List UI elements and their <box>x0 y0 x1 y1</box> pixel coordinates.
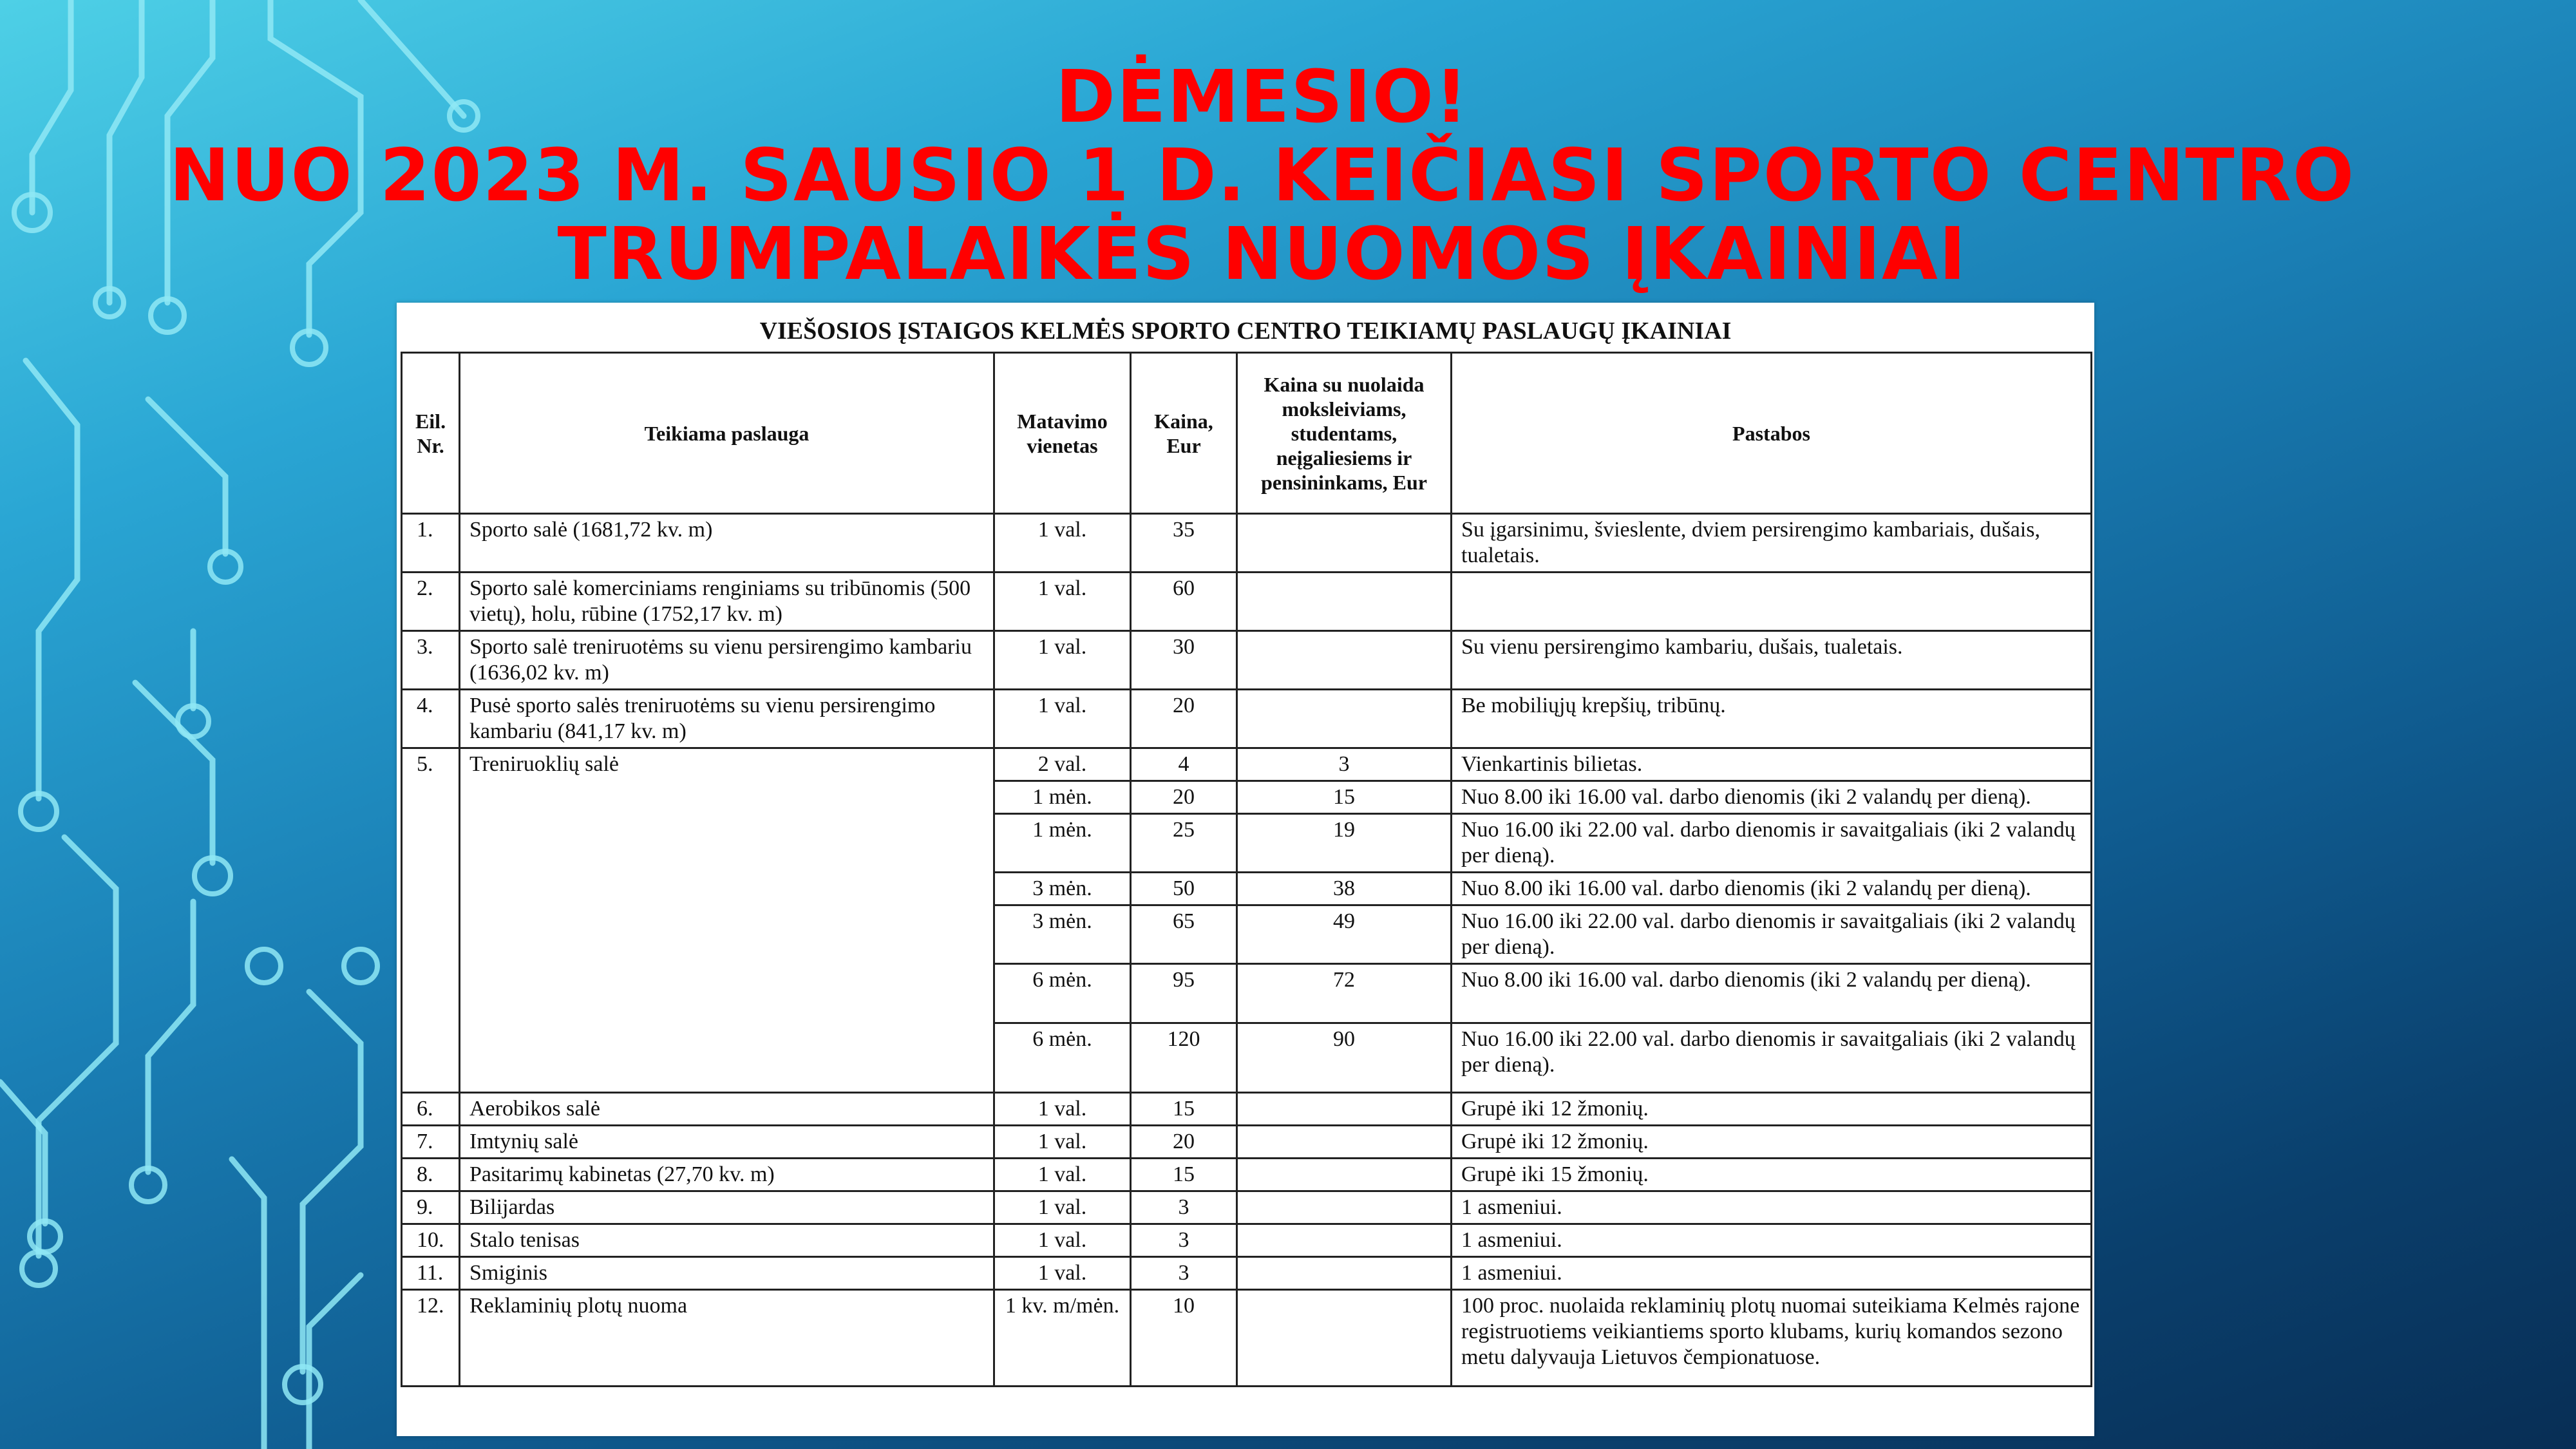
cell-discount <box>1237 514 1452 573</box>
cell-discount <box>1237 690 1452 748</box>
cell-unit: 6 mėn. <box>994 964 1131 1023</box>
cell-price: 15 <box>1131 1093 1237 1126</box>
cell-discount <box>1237 573 1452 631</box>
cell-discount: 38 <box>1237 873 1452 905</box>
cell-notes: Vienkartinis bilietas. <box>1452 748 2092 781</box>
cell-price: 50 <box>1131 873 1237 905</box>
cell-unit: 1 val. <box>994 1224 1131 1257</box>
cell-price: 15 <box>1131 1159 1237 1191</box>
cell-unit: 1 val. <box>994 1257 1131 1290</box>
table-row <box>402 690 2092 748</box>
cell-discount: 90 <box>1237 1023 1452 1093</box>
cell-nr: 10. <box>402 1224 460 1257</box>
cell-unit: 1 val. <box>994 1159 1131 1191</box>
cell-unit: 1 val. <box>994 1191 1131 1224</box>
cell-discount <box>1237 1159 1452 1191</box>
cell-notes: Su įgarsinimu, švieslente, dviem persirengimo kambariais, dušais, tualetais. <box>1452 514 2092 573</box>
cell-discount: 49 <box>1237 905 1452 964</box>
cell-price: 10 <box>1131 1290 1237 1387</box>
table-row <box>402 514 2092 573</box>
cell-discount: 3 <box>1237 748 1452 781</box>
cell-price: 20 <box>1131 1126 1237 1159</box>
header-price: Kaina, Eur <box>1131 353 1237 514</box>
table-row <box>402 1159 2092 1191</box>
cell-unit: 1 val. <box>994 1093 1131 1126</box>
cell-service: Smiginis <box>460 1257 994 1290</box>
cell-unit: 6 mėn. <box>994 1023 1131 1093</box>
header-service: Teikiama paslauga <box>460 353 994 514</box>
cell-unit: 1 mėn. <box>994 814 1131 873</box>
cell-service: Pasitarimų kabinetas (27,70 kv. m) <box>460 1159 994 1191</box>
header-discount: Kaina su nuolaida moksleiviams, studentams, neįgaliesiems ir pensininkams, Eur <box>1237 353 1452 514</box>
cell-price: 4 <box>1131 748 1237 781</box>
cell-service: Sporto salė treniruotėms su vienu persirengimo kambariu (1636,02 kv. m) <box>460 631 994 690</box>
table-row <box>402 1093 2092 1126</box>
cell-unit: 1 val. <box>994 514 1131 573</box>
cell-service: Pusė sporto salės treniruotėms su vienu persirengimo kambariu (841,17 kv. m) <box>460 690 994 748</box>
table-header-row <box>402 353 2092 514</box>
cell-notes <box>1452 573 2092 631</box>
header-notes: Pastabos <box>1452 353 2092 514</box>
cell-service: Sporto salė (1681,72 kv. m) <box>460 514 994 573</box>
price-table <box>401 352 2092 1387</box>
title-line-2: NUO 2023 M. SAUSIO 1 D. KEIČIASI SPORTO CENTRO <box>169 134 2356 218</box>
table-row <box>402 1290 2092 1387</box>
cell-unit: 1 val. <box>994 631 1131 690</box>
title-line-1: DĖMESIO! <box>1055 55 1470 139</box>
price-list-document <box>397 303 2094 1436</box>
cell-notes: Grupė iki 12 žmonių. <box>1452 1093 2092 1126</box>
cell-service: Sporto salė komerciniams renginiams su tribūnomis (500 vietų), holu, rūbine (1752,17 kv. m) <box>460 573 994 631</box>
document-heading: VIEŠOSIOS ĮSTAIGOS KELMĖS SPORTO CENTRO TEIKIAMŲ PASLAUGŲ ĮKAINIAI <box>759 317 1732 345</box>
cell-notes: Su vienu persirengimo kambariu, dušais, tualetais. <box>1452 631 2092 690</box>
cell-nr: 6. <box>402 1093 460 1126</box>
cell-discount: 72 <box>1237 964 1452 1023</box>
cell-discount <box>1237 631 1452 690</box>
cell-notes: Nuo 8.00 iki 16.00 val. darbo dienomis (iki 2 valandų per dieną). <box>1452 964 2092 1023</box>
cell-price: 65 <box>1131 905 1237 964</box>
cell-unit: 1 mėn. <box>994 781 1131 814</box>
cell-price: 3 <box>1131 1224 1237 1257</box>
cell-price: 20 <box>1131 690 1237 748</box>
cell-notes: Nuo 8.00 iki 16.00 val. darbo dienomis (iki 2 valandų per dieną). <box>1452 781 2092 814</box>
table-row <box>402 1257 2092 1290</box>
cell-price: 95 <box>1131 964 1237 1023</box>
table-row <box>402 1191 2092 1224</box>
cell-unit: 3 mėn. <box>994 873 1131 905</box>
cell-service: Imtynių salė <box>460 1126 994 1159</box>
cell-unit: 1 val. <box>994 690 1131 748</box>
cell-nr: 11. <box>402 1257 460 1290</box>
cell-discount <box>1237 1257 1452 1290</box>
table-row <box>402 573 2092 631</box>
header-unit: Matavimo vienetas <box>994 353 1131 514</box>
cell-nr: 3. <box>402 631 460 690</box>
cell-price: 30 <box>1131 631 1237 690</box>
cell-discount <box>1237 1191 1452 1224</box>
cell-discount <box>1237 1290 1452 1387</box>
header-nr: Eil. Nr. <box>402 353 460 514</box>
cell-service: Bilijardas <box>460 1191 994 1224</box>
cell-nr: 7. <box>402 1126 460 1159</box>
cell-notes: Nuo 16.00 iki 22.00 val. darbo dienomis ir savaitgaliais (iki 2 valandų per dieną). <box>1452 1023 2092 1093</box>
cell-notes: Nuo 16.00 iki 22.00 val. darbo dienomis ir savaitgaliais (iki 2 valandų per dieną). <box>1452 905 2092 964</box>
cell-unit: 1 val. <box>994 573 1131 631</box>
table-row <box>402 631 2092 690</box>
cell-service: Treniruoklių salė <box>460 748 994 1093</box>
cell-price: 60 <box>1131 573 1237 631</box>
cell-unit: 1 val. <box>994 1126 1131 1159</box>
announcement-title <box>0 55 2524 296</box>
cell-nr: 9. <box>402 1191 460 1224</box>
cell-discount: 15 <box>1237 781 1452 814</box>
cell-notes: 1 asmeniui. <box>1452 1191 2092 1224</box>
cell-nr: 2. <box>402 573 460 631</box>
table-row <box>402 1126 2092 1159</box>
cell-notes: 1 asmeniui. <box>1452 1224 2092 1257</box>
cell-price: 25 <box>1131 814 1237 873</box>
cell-price: 3 <box>1131 1191 1237 1224</box>
cell-notes: 100 proc. nuolaida reklaminių plotų nuomai suteikiama Kelmės rajone registruotiems veikiantiems sporto klubams, kurių komandos sezono metu dalyvauja Lietuvos čempionatuose. <box>1452 1290 2092 1387</box>
cell-nr: 8. <box>402 1159 460 1191</box>
cell-price: 20 <box>1131 781 1237 814</box>
cell-discount <box>1237 1093 1452 1126</box>
cell-notes: Nuo 16.00 iki 22.00 val. darbo dienomis ir savaitgaliais (iki 2 valandų per dieną). <box>1452 814 2092 873</box>
cell-service: Aerobikos salė <box>460 1093 994 1126</box>
table-row <box>402 1224 2092 1257</box>
cell-notes: Be mobiliųjų krepšių, tribūnų. <box>1452 690 2092 748</box>
cell-unit: 3 mėn. <box>994 905 1131 964</box>
cell-price: 120 <box>1131 1023 1237 1093</box>
cell-unit: 1 kv. m/mėn. <box>994 1290 1131 1387</box>
cell-nr: 1. <box>402 514 460 573</box>
cell-discount <box>1237 1224 1452 1257</box>
cell-service: Reklaminių plotų nuoma <box>460 1290 994 1387</box>
cell-notes: Grupė iki 15 žmonių. <box>1452 1159 2092 1191</box>
cell-service: Stalo tenisas <box>460 1224 994 1257</box>
cell-nr: 12. <box>402 1290 460 1387</box>
cell-nr: 5. <box>402 748 460 1093</box>
table-row <box>402 748 2092 781</box>
cell-price: 35 <box>1131 514 1237 573</box>
title-line-3: TRUMPALAIKĖS NUOMOS ĮKAINIAI <box>557 213 1967 296</box>
cell-notes: Grupė iki 12 žmonių. <box>1452 1126 2092 1159</box>
cell-unit: 2 val. <box>994 748 1131 781</box>
cell-discount <box>1237 1126 1452 1159</box>
cell-nr: 4. <box>402 690 460 748</box>
cell-notes: Nuo 8.00 iki 16.00 val. darbo dienomis (iki 2 valandų per dieną). <box>1452 873 2092 905</box>
cell-discount: 19 <box>1237 814 1452 873</box>
cell-price: 3 <box>1131 1257 1237 1290</box>
cell-notes: 1 asmeniui. <box>1452 1257 2092 1290</box>
